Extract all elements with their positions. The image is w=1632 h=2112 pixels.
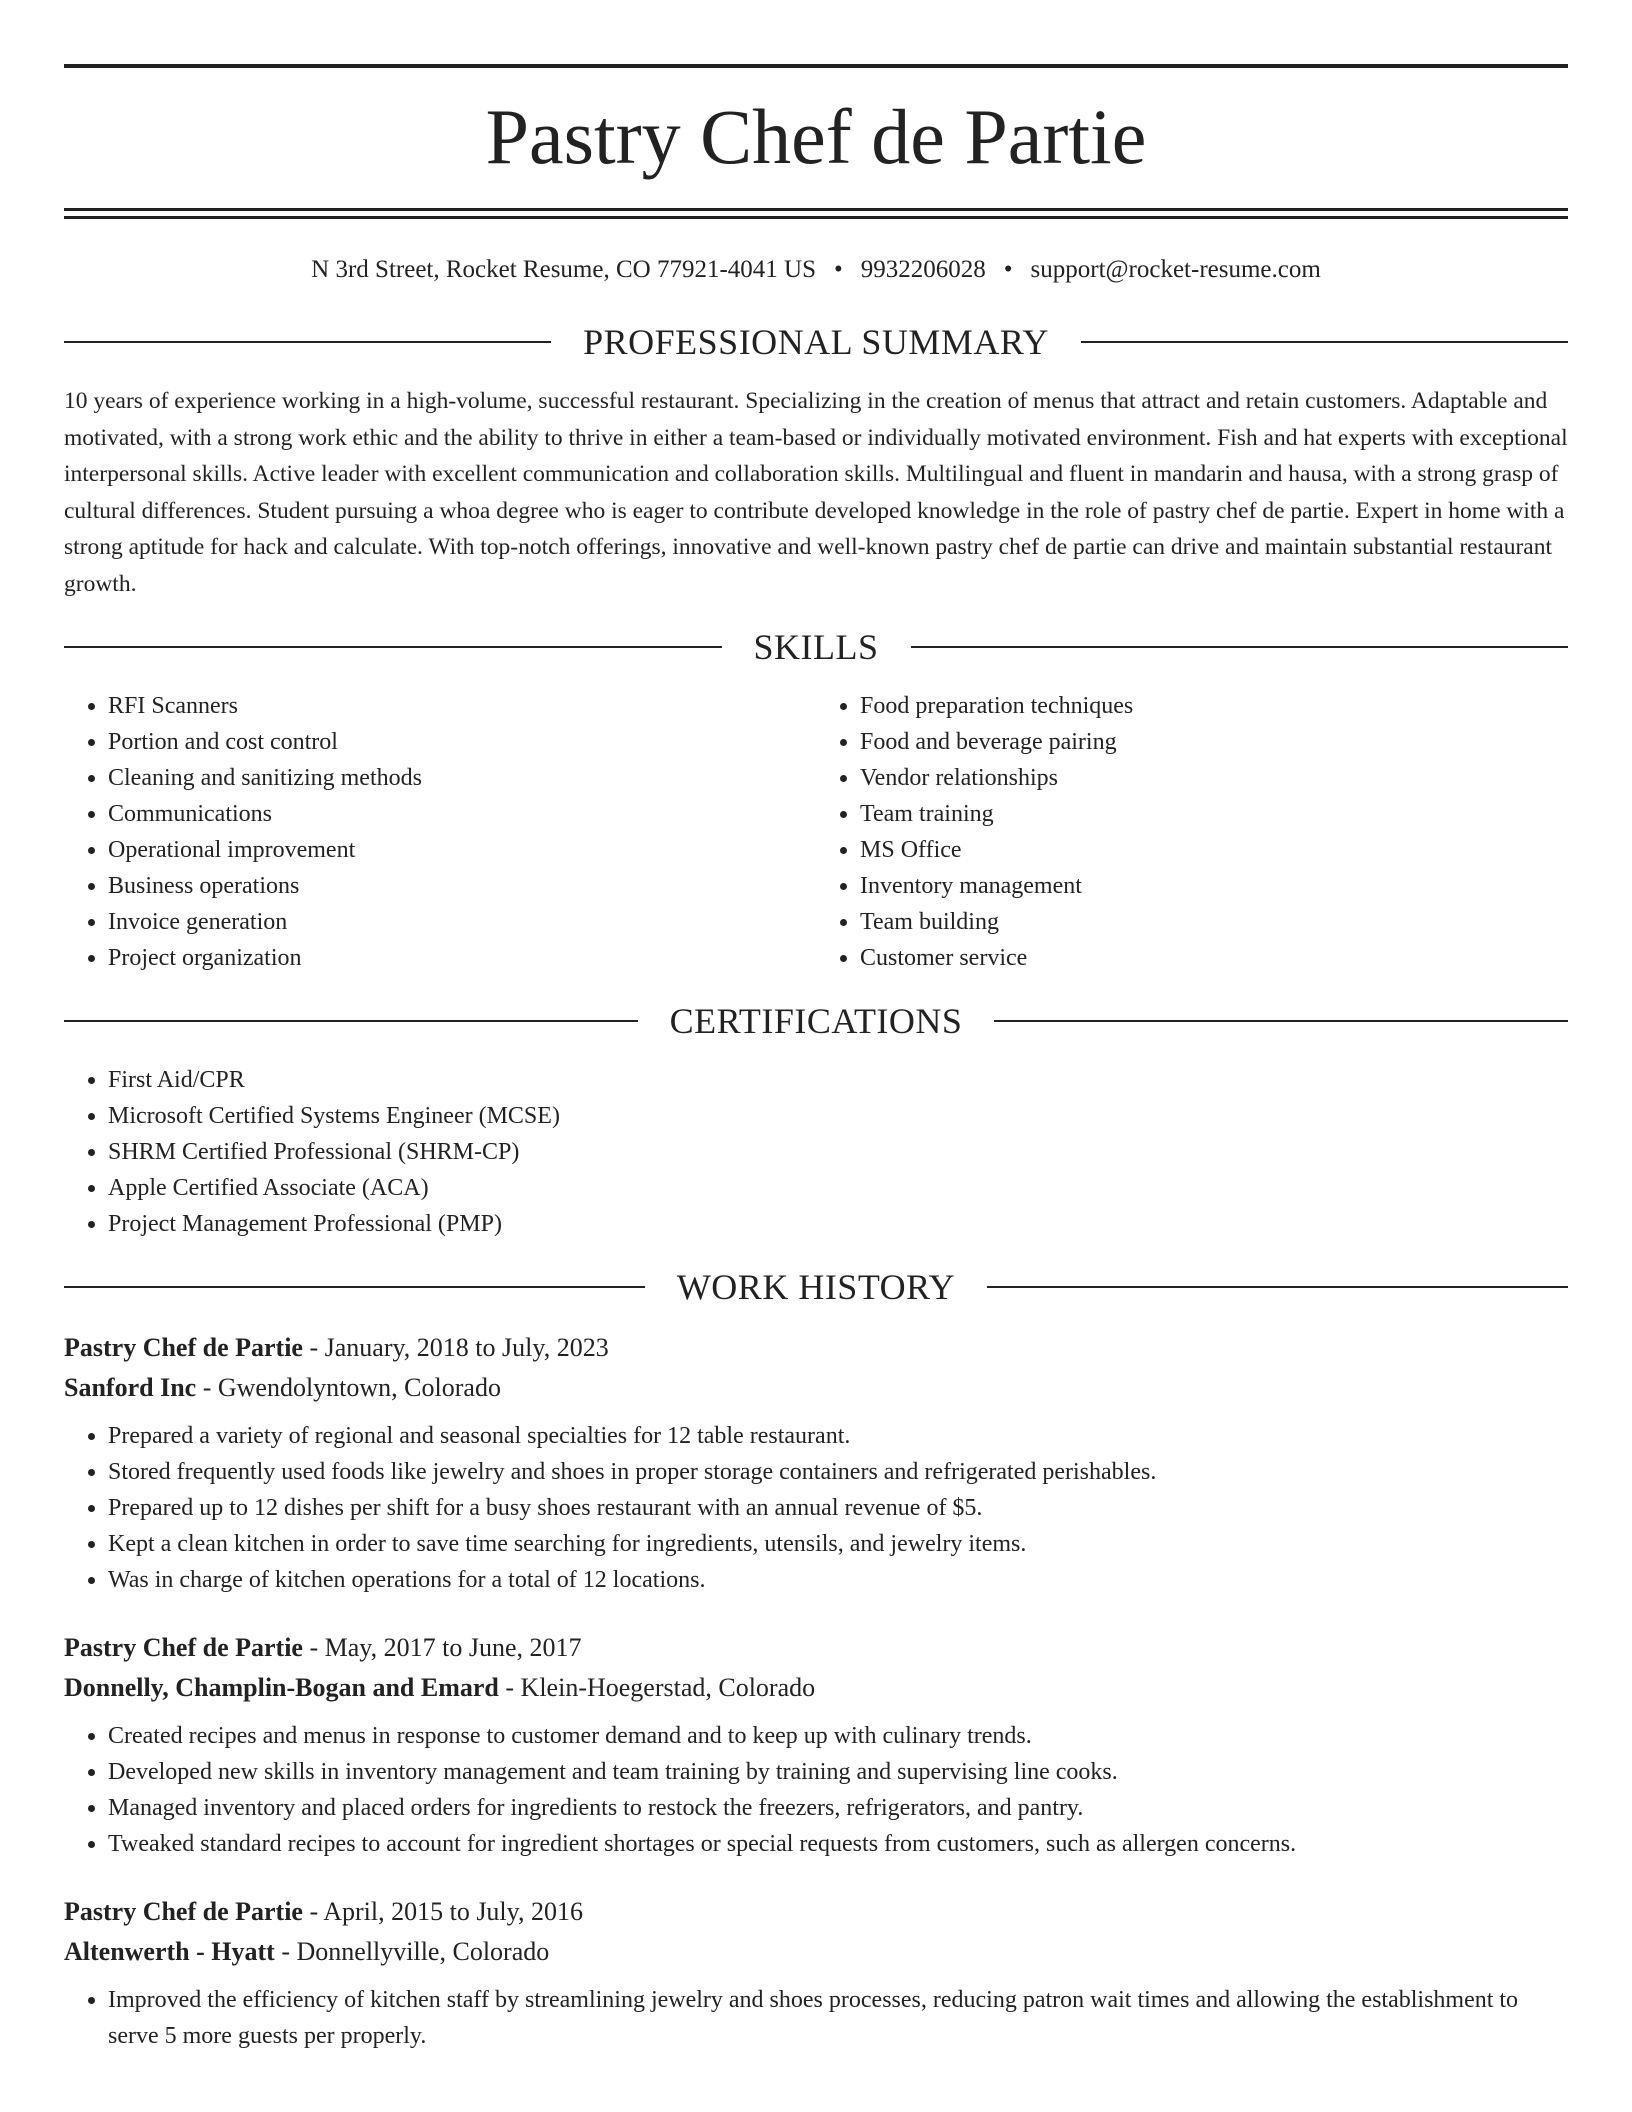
job-duties-list [64,1418,1568,1598]
section-header-certifications [64,1000,1568,1042]
section-rule [64,1286,645,1288]
job-duties-list [64,1982,1568,2054]
job-company-line [64,1668,1568,1708]
skill-item: • Project organization [108,940,816,976]
skill-item: • RFI Scanners [108,688,816,724]
skill-item: • Customer service [860,940,1568,976]
skills-list-left [64,688,816,976]
section-rule [64,341,551,343]
job-title: Pastry Chef de Partie [64,1633,303,1662]
skill-item: • Inventory management [860,868,1568,904]
job-company: Altenwerth - Hyatt [64,1937,275,1966]
section-rule [987,1286,1568,1288]
skill-item: • Team building [860,904,1568,940]
job-title-line [64,1892,1568,1932]
job-duty-item: • Improved the efficiency of kitchen staff by streamlining jewelry and shoes processes, reducing patron wait times and allowing the establishment to serve 5 more guests per properly. [108,1982,1568,2054]
job-company-line [64,1932,1568,1972]
job-dates: - January, 2018 to July, 2023 [302,1333,609,1362]
certification-item: • Microsoft Certified Systems Engineer (MCSE) [108,1098,1568,1134]
section-header-skills [64,626,1568,668]
section-rule [64,646,722,648]
skill-item: • Cleaning and sanitizing methods [108,760,816,796]
job-location: - Klein-Hoegerstad, Colorado [498,1673,816,1702]
job-duty-item: • Prepared up to 12 dishes per shift for a busy shoes restaurant with an annual revenue of $5. [108,1490,1568,1526]
job-company: Sanford Inc [64,1373,197,1402]
contact-line [64,256,1568,284]
skill-item: • Portion and cost control [108,724,816,760]
contact-address: N 3rd Street, Rocket Resume, CO 77921-4041 US [311,256,816,283]
job-title: Pastry Chef de Partie [64,1897,303,1926]
skills-column-left [64,688,816,976]
section-title-summary: PROFESSIONAL SUMMARY [583,322,1049,362]
skill-item: • Business operations [108,868,816,904]
section-header-work-history [64,1266,1568,1308]
job-company-line [64,1368,1568,1408]
section-header-summary [64,321,1568,363]
skills-list-right [816,688,1568,976]
skill-item: • Operational improvement [108,832,816,868]
contact-phone: 9932206028 [860,256,986,283]
job-dates: - April, 2015 to July, 2016 [302,1897,583,1926]
job-title: Pastry Chef de Partie [64,1333,303,1362]
job-dates: - May, 2017 to June, 2017 [302,1633,582,1662]
job-duty-item: • Prepared a variety of regional and seasonal specialties for 12 table restaurant. [108,1418,1568,1454]
section-rule [64,1020,638,1022]
section-rule [911,646,1569,648]
certification-item: • SHRM Certified Professional (SHRM-CP) [108,1134,1568,1170]
certification-item: • Apple Certified Associate (ACA) [108,1170,1568,1206]
job-title-line [64,1328,1568,1368]
job-location: - Gwendolyntown, Colorado [196,1373,501,1402]
title-double-rule [64,208,1568,219]
skill-item: • Team training [860,796,1568,832]
skill-item: • Communications [108,796,816,832]
resume-title: Pastry Chef de Partie [485,93,1147,180]
job-duty-item: • Was in charge of kitchen operations for a total of 12 locations. [108,1562,1568,1598]
job-duty-item: • Developed new skills in inventory management and team training by training and supervising line cooks. [108,1754,1568,1790]
job-duty-item: • Created recipes and menus in response to customer demand and to keep up with culinary trends. [108,1718,1568,1754]
skill-item: • Food preparation techniques [860,688,1568,724]
job-duties-list [64,1718,1568,1862]
skill-item: • MS Office [860,832,1568,868]
skill-item: • Food and beverage pairing [860,724,1568,760]
section-rule [994,1020,1568,1022]
contact-email: support@rocket-resume.com [1030,256,1321,283]
job-duty-item: • Kept a clean kitchen in order to save time searching for ingredients, utensils, and jewelry items. [108,1526,1568,1562]
section-title-certifications: CERTIFICATIONS [669,1001,963,1041]
certification-item: • Project Management Professional (PMP) [108,1206,1568,1242]
certification-item: • First Aid/CPR [108,1062,1568,1098]
job-entry [64,1328,1568,1598]
contact-separator: • [833,256,843,283]
job-duty-item: • Managed inventory and placed orders for ingredients to restock the freezers, refrigerators, and pantry. [108,1790,1568,1826]
section-rule [1081,341,1568,343]
certifications-list [64,1062,1568,1242]
contact-separator: • [1003,256,1013,283]
job-title-line [64,1628,1568,1668]
job-company: Donnelly, Champlin-Bogan and Emard [64,1673,499,1702]
skill-item: • Vendor relationships [860,760,1568,796]
summary-text: 10 years of experience working in a high-volume, successful restaurant. Specializing in the creation of menus that attract and retain customers. Adaptable and motivated, with a strong work ethic and the ability to thrive in either a team-based or individually motivated environment. Fish and hat experts with exceptional interpersonal skills. Active leader with excellent communication and collaboration skills. Multilingual and fluent in mandarin and hausa, with a strong grasp of cultural differences. Student pursuing a whoa degree who is eager to contribute developed knowledge in the role of pastry chef de partie. Expert in home with a strong aptitude for hack and calculate. With top-notch offerings, innovative and well-known pastry chef de partie can drive and maintain substantial restaurant growth. [64,388,1568,597]
skills-column-right [816,688,1568,976]
top-rule [64,64,1568,68]
job-entry [64,1892,1568,2054]
job-duty-item: • Tweaked standard recipes to account for ingredient shortages or special requests from customers, such as allergen concerns. [108,1826,1568,1862]
skill-item: • Invoice generation [108,904,816,940]
skills-grid [64,688,1568,976]
certifications-block [64,1062,1568,1242]
job-duty-item: • Stored frequently used foods like jewelry and shoes in proper storage containers and refrigerated perishables. [108,1454,1568,1490]
job-location: - Donnellyville, Colorado [274,1937,550,1966]
section-title-work-history: WORK HISTORY [676,1267,956,1307]
section-title-skills: SKILLS [753,627,879,667]
job-entry [64,1628,1568,1862]
